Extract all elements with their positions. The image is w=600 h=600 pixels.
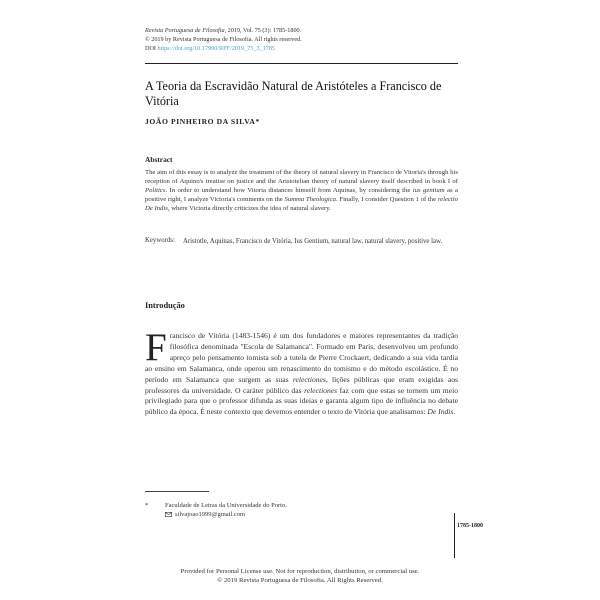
journal-name: Revista Portuguesa de Filosofia <box>145 27 225 34</box>
article-title: A Teoria da Escravidão Natural de Aristóteles a Francisco de Vitória <box>145 79 442 108</box>
page-ref-divider <box>454 513 455 558</box>
doi-label: DOI <box>145 45 156 52</box>
body-text: faz com que estas se tornem um meio privilegiado para que o professor difunda as suas ideias e garanta algum tipo de influência no debate público da época. É neste contexto que devemos entender o texto de Vitória que analisamos: <box>145 385 458 417</box>
footnote-affiliation: Faculdade de Letras da Universidade do Porto. <box>165 502 287 509</box>
body-text: . <box>453 407 456 417</box>
footnote-email-line <box>165 511 245 518</box>
footer-copyright: © 2019 Revista Portuguesa de Filosofia. All Rights Reserved. <box>217 577 383 584</box>
footnote-mark: * <box>145 502 149 509</box>
keywords-label: Keywords: <box>145 237 175 244</box>
abstract-italic: ius gentium <box>412 186 445 194</box>
header-divider <box>145 63 458 64</box>
page-range: 1785-1800 <box>457 523 483 529</box>
body-italic: relectiones <box>304 385 338 395</box>
copyright-line: © 2019 by Revista Portuguesa de Filosofia. All rights reserved. <box>145 36 302 43</box>
abstract-italic: Politics <box>145 186 166 194</box>
abstract-text: The aim of this essay is to analyze the treatment of the theory of natural slavery in Francisco de Vitoria's through his reception of Aquino's treatise on justice and the Aristotelian theory of natural slavery itself described in book I of <box>145 169 458 185</box>
body-italic: relectiones <box>292 374 326 384</box>
citation-line <box>145 26 302 35</box>
drop-cap: F <box>145 326 167 369</box>
abstract-italic: Summa Theologica <box>284 195 337 203</box>
abstract-text: , where Victoria directly criticizes the idea of natural slavery. <box>167 204 331 212</box>
abstract-text: as a positive right, I analyze Victoria's comments on the <box>145 186 458 203</box>
section-heading: Introdução <box>145 301 185 310</box>
abstract-italic: relectio De Indis <box>145 195 458 212</box>
author-email[interactable]: silvajoao1999@gmail.com <box>175 511 246 518</box>
abstract-text: . In order to understand how Vitoria distances himself from Aquinas, by considering the <box>165 186 413 194</box>
abstract-body <box>145 169 458 214</box>
body-text: , lições públicas que eram exigidas aos professores da universidade. O caráter público das <box>145 374 458 395</box>
intro-paragraph <box>145 326 458 418</box>
author-name: JOÃO PINHEIRO DA SILVA* <box>145 117 260 126</box>
license-notice: Provided for Personal License use. Not for reproduction, distribution, or commercial use. <box>180 568 420 575</box>
abstract-heading: Abstract <box>145 155 173 164</box>
citation-details: , 2019, Vol. 75 (3): 1785-1800. <box>224 27 302 34</box>
body-italic: De Indis <box>427 407 454 417</box>
doi-line <box>145 44 302 53</box>
envelope-icon <box>165 512 172 517</box>
body-text: rancisco de Vitória (1483-1546) é um dos fundadores e maiores representantes da tradição filosófica denominada "Escola de Salamanca". Formado em Paris, desenvolveu um profundo apreço pelo pensamento tomista sob a tutela de Pierre Crockaert, dedicando a sua vida tardia ao ensino em Salamanca, onde operou um renascimento do tomismo e do método escolástico. É no período em Salamanca que surgem as suas <box>145 331 458 384</box>
keywords-text: Aristotle, Aquinas, Francisco de Vitória, Ius Gentium, natural law, natural slavery, positive law. <box>183 238 443 245</box>
doi-link[interactable]: https://doi.org/10.17990/RPF/2019_75_3_1785 <box>157 45 276 52</box>
abstract-text: . Finally, I consider Question 1 of the <box>336 195 438 203</box>
journal-header <box>145 26 302 53</box>
footnote-divider <box>145 491 209 492</box>
